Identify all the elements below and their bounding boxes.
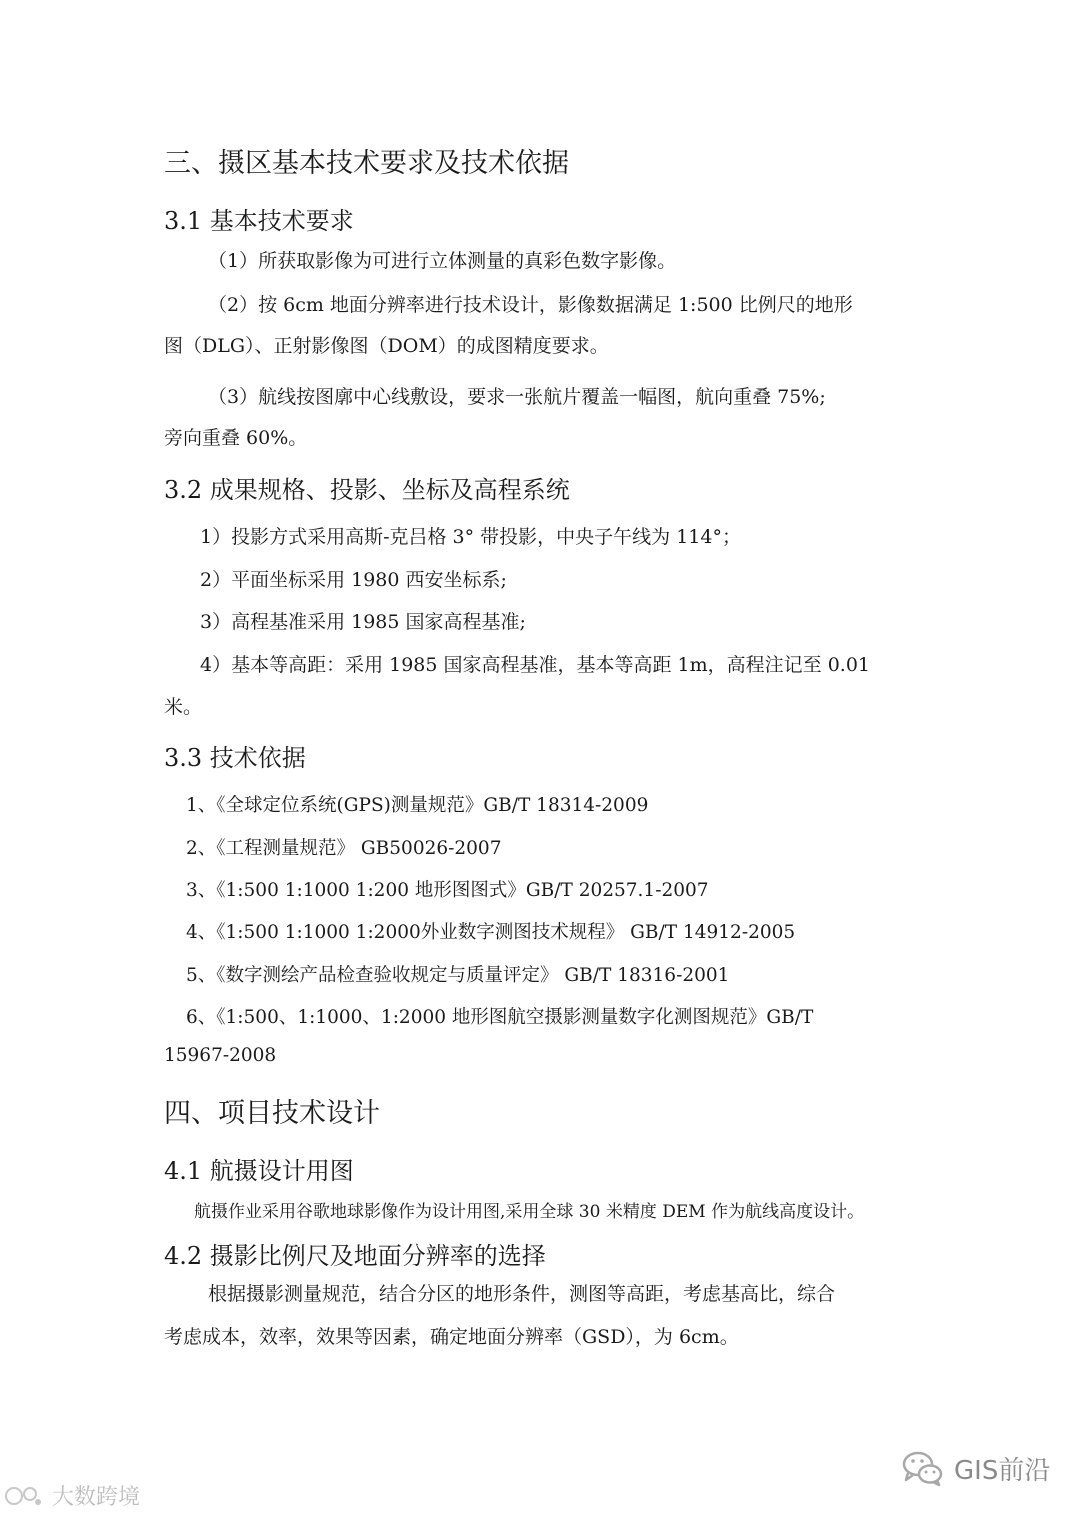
section-4-1-heading: 4.1 航摄设计用图 bbox=[164, 1157, 354, 1185]
paragraph-line: 根据摄影测量规范，结合分区的地形条件，测图等高距，考虑基高比，综合 bbox=[208, 1283, 836, 1305]
logo-icon bbox=[4, 1482, 44, 1510]
section-3-1-heading: 3.1 基本技术要求 bbox=[164, 207, 354, 235]
section-4-title: 四、项目技术设计 bbox=[164, 1098, 380, 1129]
watermark-right-text: GIS前沿 bbox=[954, 1455, 1051, 1486]
reference-item: 5、《数字测绘产品检查验收规定与质量评定》 GB/T 18316-2001 bbox=[186, 965, 730, 986]
section-3-3-heading: 3.3 技术依据 bbox=[164, 744, 306, 772]
list-item: 米。 bbox=[164, 696, 203, 718]
section-3-2-heading: 3.2 成果规格、投影、坐标及高程系统 bbox=[164, 476, 570, 504]
paragraph-line: 航摄作业采用谷歌地球影像作为设计用图,采用全球 30 米精度 DEM 作为航线高度设计。 bbox=[194, 1202, 865, 1222]
list-item: 4）基本等高距：采用 1985 国家高程基准，基本等高距 1m，高程注记至 0.01 bbox=[200, 654, 871, 676]
list-item: 1）投影方式采用高斯-克吕格 3° 带投影，中央子午线为 114°； bbox=[200, 526, 741, 548]
section-3-title: 三、摄区基本技术要求及技术依据 bbox=[164, 148, 569, 179]
reference-item: 15967-2008 bbox=[164, 1045, 277, 1066]
section-4-2-heading: 4.2 摄影比例尺及地面分辨率的选择 bbox=[164, 1242, 546, 1270]
watermark-left-text: 大数跨境 bbox=[52, 1485, 141, 1510]
paragraph-line: （2）按 6cm 地面分辨率进行技术设计，影像数据满足 1:500 比例尺的地形 bbox=[208, 294, 853, 316]
watermark-left bbox=[4, 1480, 140, 1511]
reference-item: 4、《1:500 1:1000 1:2000外业数字测图技术规程》 GB/T 14912-2005 bbox=[186, 922, 796, 943]
paragraph-line: 图（DLG）、正射影像图（DOM）的成图精度要求。 bbox=[164, 335, 609, 357]
reference-item: 1、《全球定位系统(GPS)测量规范》GB/T 18314-2009 bbox=[186, 795, 649, 816]
list-item: 2）平面坐标采用 1980 西安坐标系; bbox=[200, 569, 507, 591]
paragraph-line: （3）航线按图廓中心线敷设，要求一张航片覆盖一幅图，航向重叠 75%; bbox=[208, 386, 826, 408]
paragraph-line: 考虑成本，效率，效果等因素，确定地面分辨率（GSD），为 6cm。 bbox=[164, 1326, 739, 1348]
list-item: 3）高程基准采用 1985 国家高程基准; bbox=[200, 611, 526, 633]
reference-item: 2、《工程测量规范》 GB50026-2007 bbox=[186, 838, 502, 859]
paragraph-line: （1）所获取影像为可进行立体测量的真彩色数字影像。 bbox=[208, 250, 677, 272]
reference-item: 3、《1:500 1:1000 1:200 地形图图式》GB/T 20257.1-2007 bbox=[186, 880, 709, 901]
paragraph-line: 旁向重叠 60%。 bbox=[164, 427, 308, 449]
watermark-right bbox=[900, 1448, 1050, 1488]
reference-item: 6、《1:500、1:1000、1:2000 地形图航空摄影测量数字化测图规范》GB/T bbox=[186, 1007, 814, 1028]
wechat-icon bbox=[900, 1448, 946, 1488]
